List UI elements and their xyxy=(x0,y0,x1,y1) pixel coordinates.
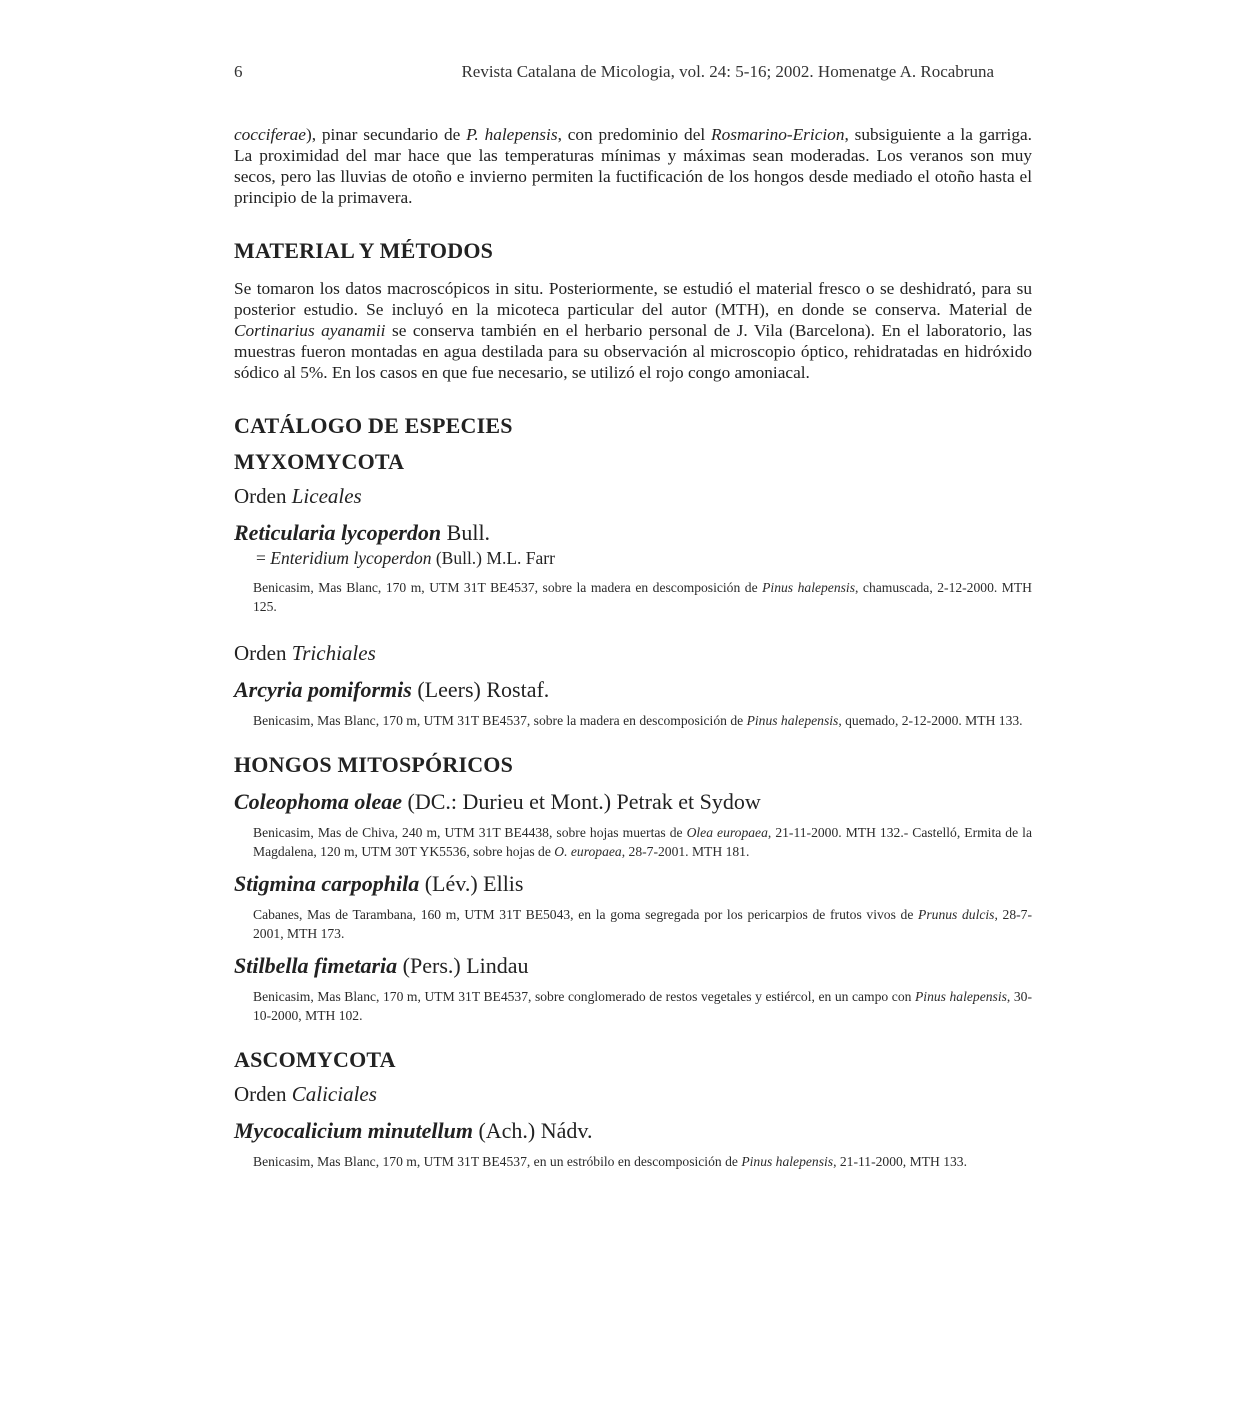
record-text: Cabanes, Mas de Tarambana, 160 m, UTM 31T BE5043, en la goma segregada por los pericarpios de frutos vivos de xyxy=(253,907,919,922)
catalog-heading: CATÁLOGO DE ESPECIES xyxy=(234,413,513,438)
species-arcyria xyxy=(234,677,1032,703)
main-content xyxy=(234,124,1032,1171)
species-name: Reticularia lycoperdon xyxy=(234,520,442,545)
record-host: Pinus halepensis xyxy=(746,713,839,728)
record-mycocalicium xyxy=(253,1152,1032,1171)
material-text-1: Se tomaron los datos macroscópicos in situ. Posteriormente, se estudió el material fresco o se deshidrató, para su posterior estudio. Se incluyó en la micoteca particular del autor (MTH), en donde se conserva. Material de xyxy=(234,279,1032,319)
orden-label: Orden xyxy=(234,641,287,665)
record-reticularia xyxy=(253,578,1032,616)
record-coleophoma xyxy=(253,823,1032,861)
orden-caliciales xyxy=(234,1081,1032,1107)
record-text: Benicasim, Mas Blanc, 170 m, UTM 31T BE4537, sobre la madera en descomposición de xyxy=(253,580,763,595)
species-author: Bull. xyxy=(441,520,491,545)
species-mycocalicium xyxy=(234,1118,1032,1144)
record-text: Benicasim, Mas de Chiva, 240 m, UTM 31T BE4438, sobre hojas muertas de xyxy=(253,825,687,840)
species-stigmina xyxy=(234,871,1032,897)
record-text: , quemado, 2-12-2000. MTH 133. xyxy=(838,713,1023,728)
orden-name: Trichiales xyxy=(291,641,376,665)
intro-term-5: Rosmarino-Ericion xyxy=(711,125,845,144)
species-coleophoma xyxy=(234,789,1032,815)
record-stigmina xyxy=(253,905,1032,943)
orden-label: Orden xyxy=(234,1082,287,1106)
record-host: Pinus halepensis xyxy=(914,989,1007,1004)
species-name: Coleophoma oleae xyxy=(234,789,403,814)
intro-term-1: cocciferae xyxy=(234,125,306,144)
species-name: Stilbella fimetaria xyxy=(234,953,398,978)
record-stilbella xyxy=(253,987,1032,1025)
record-text: , 28-7-2001. MTH 181. xyxy=(621,844,750,859)
intro-term-3: P. halepensis xyxy=(466,125,558,144)
species-name: Mycocalicium minutellum xyxy=(234,1118,473,1143)
intro-text-4: , con predominio del xyxy=(557,125,712,144)
synonym-author: (Bull.) M.L. Farr xyxy=(431,548,555,568)
record-text: Benicasim, Mas Blanc, 170 m, UTM 31T BE4537, sobre la madera en descomposición de xyxy=(253,713,747,728)
record-text: Benicasim, Mas Blanc, 170 m, UTM 31T BE4537, en un estróbilo en descomposición de xyxy=(253,1154,742,1169)
orden-name: Caliciales xyxy=(291,1082,377,1106)
synonym-name: Enteridium lycoperdon xyxy=(270,548,432,568)
record-host: Pinus halepensis xyxy=(741,1154,834,1169)
species-stilbella xyxy=(234,953,1032,979)
record-text: Benicasim, Mas Blanc, 170 m, UTM 31T BE4537, sobre conglomerado de restos vegetales y estiércol, en un campo con xyxy=(253,989,915,1004)
intro-text-2: ), pinar secundario de xyxy=(305,125,467,144)
record-text: , 30-10-2000, MTH 102. xyxy=(253,989,1032,1023)
species-name: Stigmina carpophila xyxy=(234,871,420,896)
species-author: (Ach.) Nádv. xyxy=(472,1118,593,1143)
record-host: Prunus dulcis xyxy=(918,907,995,922)
material-paragraph xyxy=(234,278,1032,383)
intro-paragraph xyxy=(234,124,1032,208)
ascomycota-heading: ASCOMYCOTA xyxy=(234,1047,396,1072)
species-reticularia xyxy=(234,520,1032,546)
material-heading: MATERIAL Y MÉTODOS xyxy=(234,238,494,263)
myxomycota-heading: MYXOMYCOTA xyxy=(234,449,405,474)
orden-label: Orden xyxy=(234,484,287,508)
record-text: , chamuscada, 2-12-2000. MTH 125. xyxy=(253,580,1032,614)
mitosporicos-heading: HONGOS MITOSPÓRICOS xyxy=(234,752,514,777)
species-author: (Lév.) Ellis xyxy=(419,871,524,896)
species-name: Arcyria pomiformis xyxy=(234,677,412,702)
material-text-2: se conserva también en el herbario personal de J. Vila (Barcelona). En el laboratorio, las muestras fueron montadas en agua destilada para su observación al microscopio óptico, rehidratadas en hidróxido sódico al 5%. En los casos en que fue necesario, se utilizó el rojo congo amoniacal. xyxy=(234,321,1032,382)
record-text: , 28-7-2001, MTH 173. xyxy=(253,907,1032,941)
record-host: Pinus halepensis xyxy=(762,580,855,595)
record-arcyria xyxy=(253,711,1032,730)
journal-citation: Revista Catalana de Micologia, vol. 24: 5-16; 2002. Homenatge A. Rocabruna xyxy=(461,62,994,81)
intro-text-6: , subsiguiente a la garriga. La proximidad del mar hace que las temperaturas mínimas y máximas sean moderadas. Los veranos son muy secos, pero las lluvias de otoño e invierno permiten la fuctificación de los hongos desde mediado el otoño hasta el principio de la primavera. xyxy=(234,125,1032,207)
species-author: (DC.: Durieu et Mont.) Petrak et Sydow xyxy=(402,789,761,814)
synonym-enteridium xyxy=(256,548,1032,568)
record-host: O. europaea xyxy=(554,844,622,859)
synonym-prefix: = xyxy=(256,548,271,568)
page-number: 6 xyxy=(234,62,243,81)
record-text: , 21-11-2000, MTH 133. xyxy=(833,1154,967,1169)
orden-name: Liceales xyxy=(291,484,362,508)
orden-trichiales xyxy=(234,640,1032,666)
record-host: Olea europaea xyxy=(686,825,768,840)
species-author: (Pers.) Lindau xyxy=(397,953,529,978)
species-author: (Leers) Rostaf. xyxy=(411,677,550,702)
material-species: Cortinarius ayanamii xyxy=(234,321,386,340)
record-text: , 21-11-2000. MTH 132.- Castelló, Ermita de la Magdalena, 120 m, UTM 30T YK5536, sobre hojas de xyxy=(253,825,1032,859)
orden-liceales xyxy=(234,483,1032,509)
